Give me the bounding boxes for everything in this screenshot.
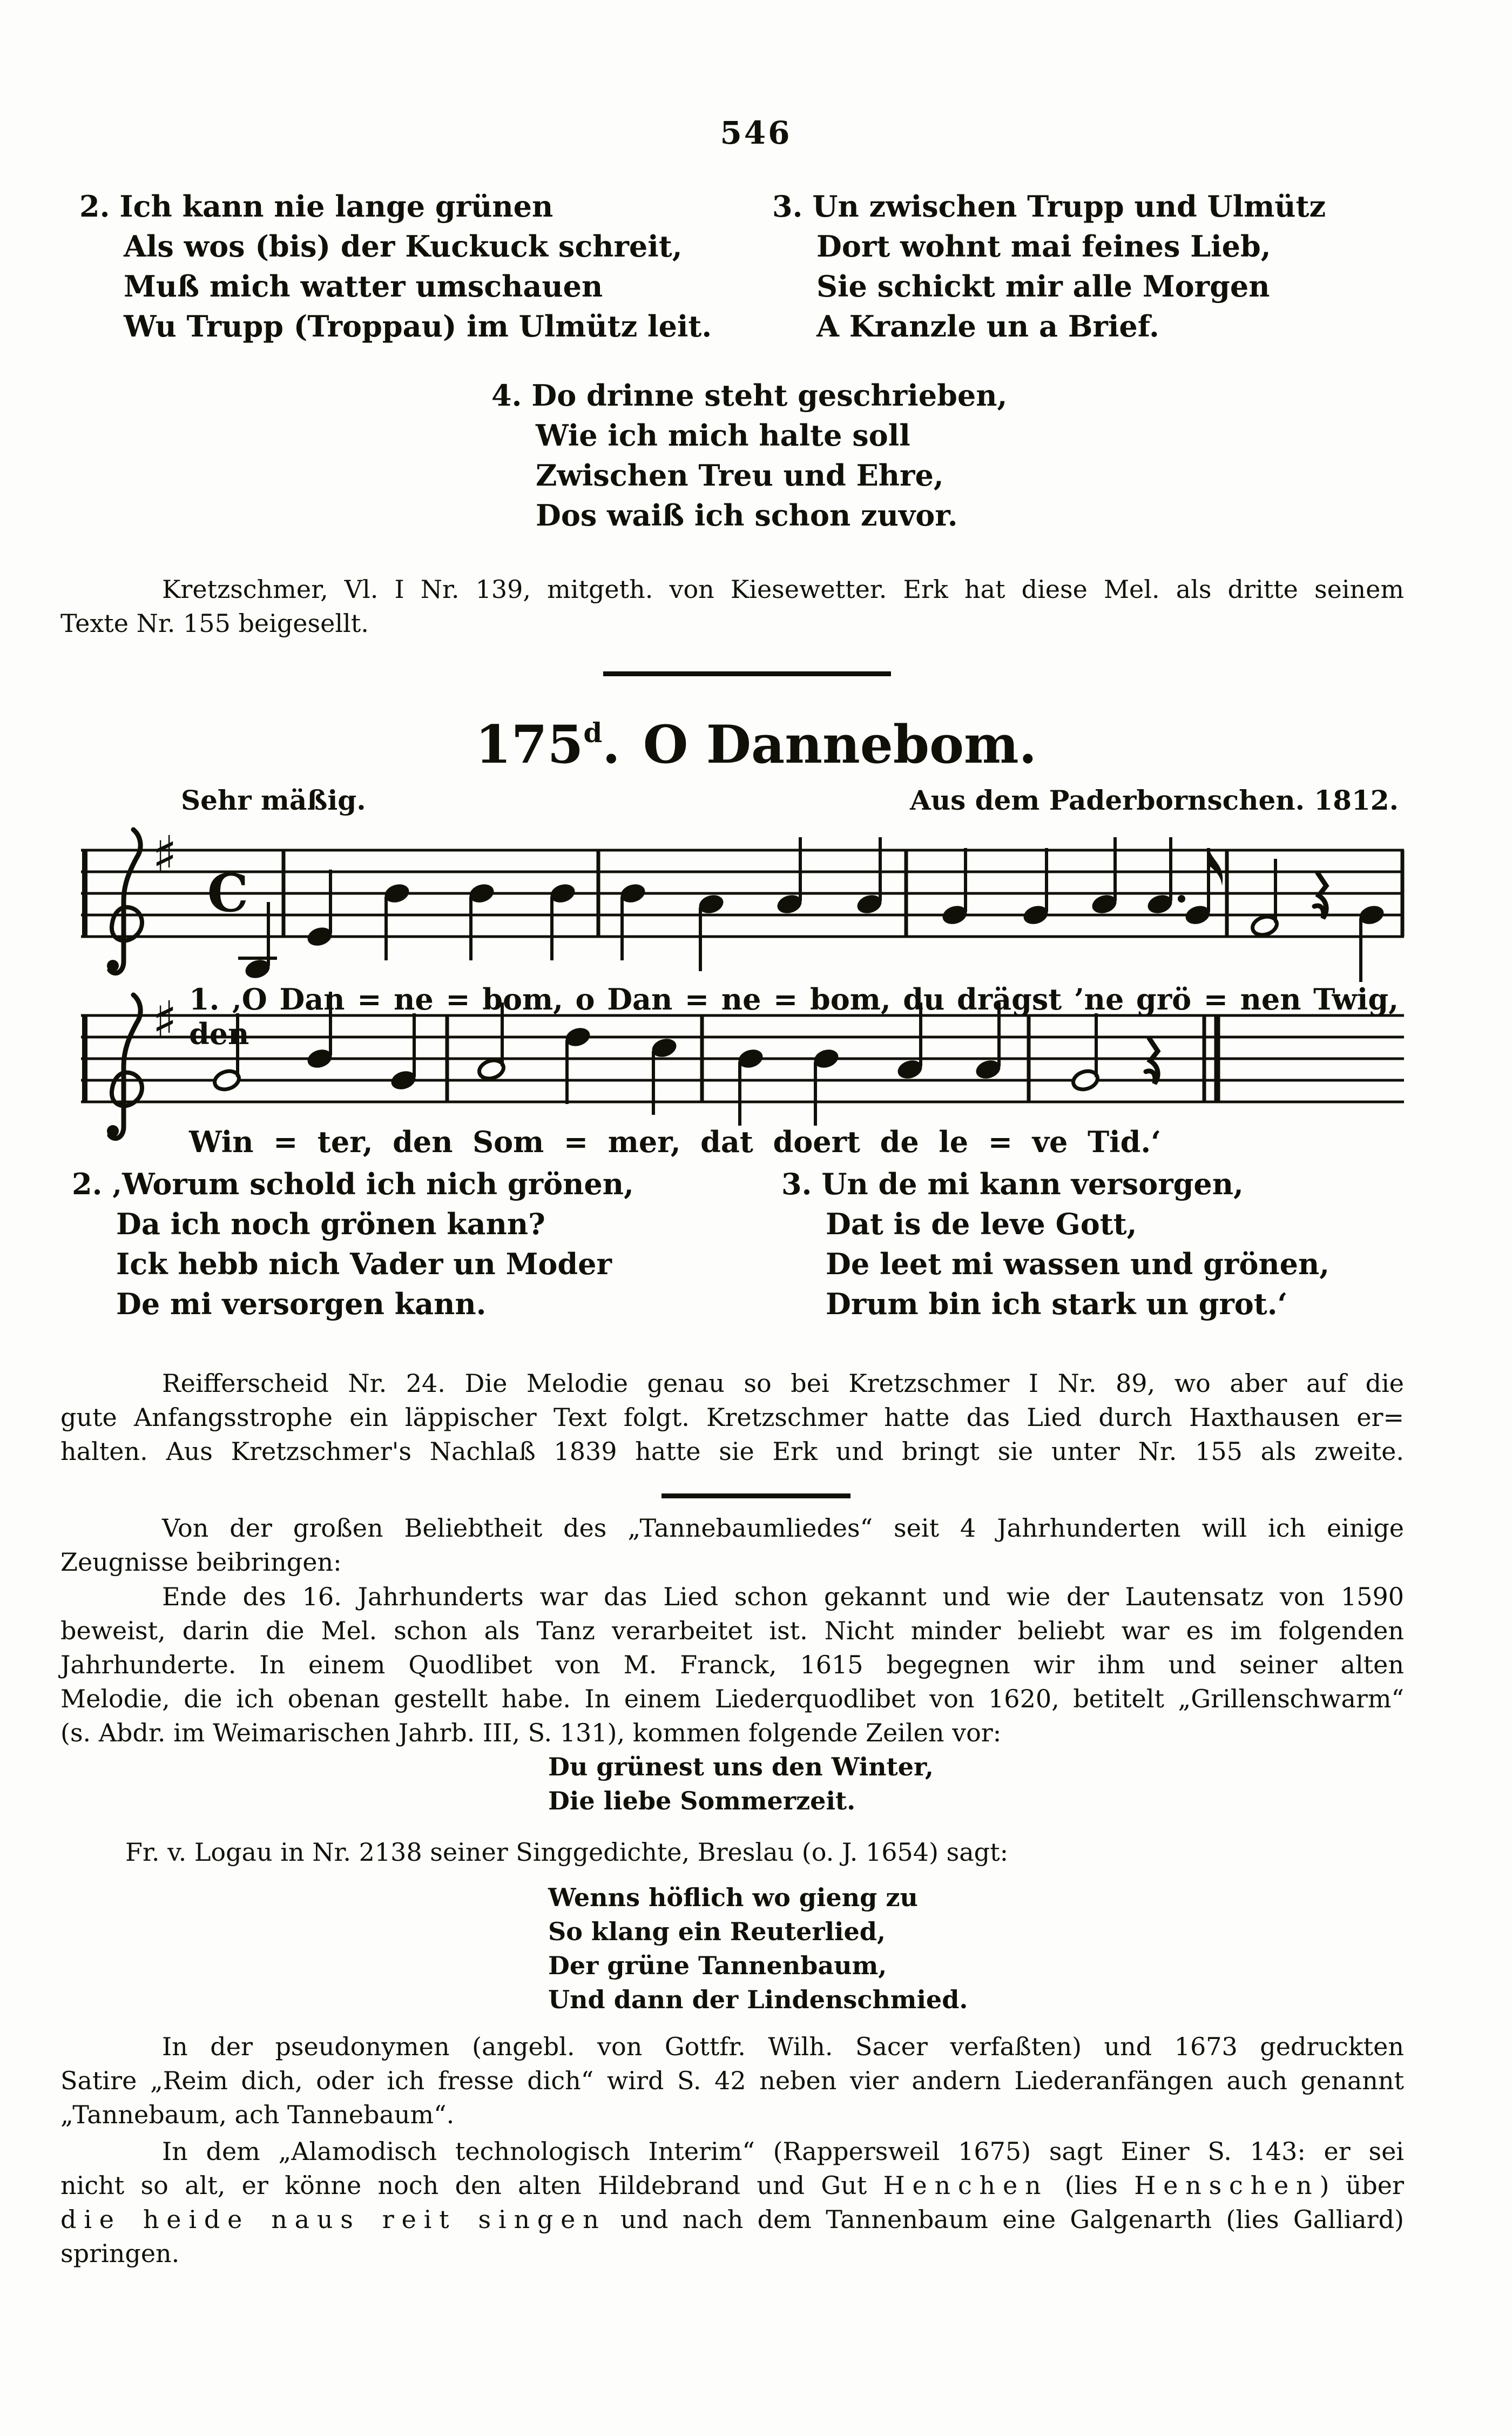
verse-number: 4. — [491, 378, 522, 413]
prev-song-verse-2 — [79, 186, 712, 346]
svg-text:C: C — [207, 863, 249, 924]
song-source: Aus dem Paderbornschen. 1812. — [909, 784, 1399, 816]
quote-line: Wenns höflich wo gieng zu — [548, 1883, 918, 1912]
tempo-marking: Sehr mäßig. — [181, 784, 366, 816]
verse-line: 2. ‚Worum schold ich nich grönen, — [72, 1167, 634, 1201]
verse-number: 2. — [72, 1167, 103, 1201]
verse-line: Wu Trupp (Troppau) im Ulmütz leit. — [124, 309, 712, 344]
prev-song-source-note — [60, 573, 1404, 641]
quote-line: Du grünest uns den Winter, — [548, 1752, 934, 1781]
dannebom-verse-3 — [781, 1164, 1329, 1324]
paragraph-line: „Tannebaum, ach Tannebaum“. — [60, 2100, 455, 2129]
verse-line: Als wos (bis) der Kuckuck schreit, — [124, 229, 683, 264]
verse-line: Da ich noch grönen kann? — [116, 1207, 545, 1241]
verse-line: 3. Un zwischen Trupp und Ulmütz — [772, 189, 1326, 224]
verse-line: Sie schickt mir alle Morgen — [816, 269, 1270, 304]
lyrics-line-1: 1. ‚O Dan = ne = bom, o Dan = ne = bom, du drägst ’ne grö = nen Twig, den — [189, 982, 1399, 1051]
paragraph-line: (s. Abdr. im Weimarischen Jahrb. III, S. 131), kommen folgende Zeilen vor: — [60, 1718, 1002, 1747]
paragraph-line: nicht so alt, er könne noch den alten Hildebrand und Gut Henchen (lies Henschen) über — [60, 2171, 1404, 2200]
verse-line: A Kranzle un a Brief. — [816, 309, 1159, 344]
song-number: 175$^d$. — [475, 714, 620, 775]
svg-text:♯: ♯ — [152, 990, 178, 1051]
paragraph-line: Kretzschmer, Vl. I Nr. 139, mitgeth. von Kiesewetter. Erk hat diese Mel. als dritte seinem — [162, 575, 1404, 604]
paragraph-line: Texte Nr. 155 beigesellt. — [60, 609, 369, 638]
page-number: 546 — [720, 115, 792, 151]
verse-line: 4. Do drinne steht geschrieben, — [491, 378, 1008, 413]
verse-line: Zwischen Treu und Ehre, — [536, 458, 944, 493]
paragraph-ende16 — [60, 1580, 1404, 1750]
verse-line: 2. Ich kann nie lange grünen — [79, 189, 554, 224]
paragraph-line: Von der großen Beliebtheit des „Tannebaumliedes“ seit 4 Jahrhunderten will ich einige — [162, 1513, 1404, 1543]
paragraph-line: beweist, darin die Mel. schon als Tanz verarbeitet ist. Nicht minder beliebt war es im folgenden — [60, 1616, 1404, 1645]
reifferscheid-note — [60, 1367, 1404, 1469]
verse-line: Ick hebb nich Vader un Moder — [116, 1247, 612, 1281]
paragraph-line: In der pseudonymen (angebl. von Gottfr. Wilh. Sacer verfaßten) und 1673 gedruckten — [162, 2032, 1404, 2061]
section-divider-rule — [662, 1493, 850, 1498]
paragraph-line: Ende des 16. Jahrhunderts war das Lied schon gekannt und wie der Lautensatz von 1590 — [162, 1582, 1404, 1611]
paragraph-satire — [60, 2030, 1404, 2132]
section-divider-rule — [603, 671, 891, 676]
verse-line: Dos waiß ich schon zuvor. — [536, 498, 958, 533]
paragraph-line: die heide naus reit singen und nach dem Tannenbaum eine Galgenarth (lies Galliard) — [60, 2205, 1404, 2234]
prev-song-verse-4 — [491, 375, 1007, 535]
verse-number: 3. — [772, 189, 803, 224]
paragraph-line: Reifferscheid Nr. 24. Die Melodie genau so bei Kretzschmer I Nr. 89, wo aber auf die — [162, 1369, 1404, 1398]
quote-gruenest — [548, 1750, 934, 1818]
paragraph-line: Jahrhunderte. In einem Quodlibet von M. Franck, 1615 begegnen wir ihm und seiner alten — [60, 1650, 1404, 1679]
verse-line: Drum bin ich stark un grot.‘ — [826, 1287, 1288, 1321]
quote-line: Und dann der Lindenschmied. — [548, 1985, 968, 2014]
paragraph-line: Fr. v. Logau in Nr. 2138 seiner Singgedichte, Breslau (o. J. 1654) sagt: — [125, 1838, 1009, 1867]
verse-number: 2. — [79, 189, 110, 224]
paragraph-line: Satire „Reim dich, oder ich fresse dich“ wird S. 42 neben vier andern Liederanfängen auch genannt — [60, 2066, 1404, 2095]
svg-text:♯: ♯ — [152, 825, 178, 885]
paragraph-line: gute Anfangsstrophe ein läppischer Text folgt. Kretzschmer hatte das Lied durch Haxthausen er= — [60, 1403, 1404, 1432]
verse-line: Wie ich mich halte soll — [536, 418, 910, 453]
quote-line: So klang ein Reuterlied, — [548, 1917, 886, 1946]
paragraph-logau — [60, 1835, 1404, 1869]
quote-line: Die liebe Sommerzeit. — [548, 1786, 856, 1815]
song-heading — [0, 714, 1512, 775]
paragraph-line: springen. — [60, 2239, 180, 2268]
emphasized-phrase: die heide naus reit singen — [60, 2205, 606, 2234]
paragraph-line: Zeugnisse beibringen: — [60, 1547, 342, 1577]
prev-song-verse-3 — [772, 186, 1326, 346]
quote-line: Der grüne Tannenbaum, — [548, 1951, 887, 1980]
dannebom-verse-2 — [72, 1164, 634, 1324]
emphasized-word: Henschen — [1134, 2171, 1320, 2200]
verse-line: De leet mi wassen und grönen, — [826, 1247, 1330, 1281]
lyrics-line-2: Win = ter, den Som = mer, dat doert de le = ve Tid.‘ — [189, 1125, 1161, 1159]
paragraph-line: Melodie, die ich obenan gestellt habe. In einem Liederquodlibet von 1620, betitelt „Grillenschwarm“ — [60, 1684, 1404, 1713]
verse-line: Muß mich watter umschauen — [124, 269, 603, 304]
paragraph-line: halten. Aus Kretzschmer's Nachlaß 1839 hatte sie Erk und bringt sie unter Nr. 155 als zweite. — [60, 1437, 1404, 1466]
song-title: O Dannebom. — [643, 714, 1037, 775]
paragraph-interim — [60, 2135, 1404, 2271]
paragraph-beliebtheit — [60, 1511, 1404, 1579]
verse-number: 3. — [781, 1167, 812, 1201]
verse-line: Dort wohnt mai feines Lieb, — [816, 229, 1271, 264]
emphasized-word: Henchen — [883, 2171, 1049, 2200]
verse-line: De mi versorgen kann. — [116, 1287, 487, 1321]
paragraph-line: In dem „Alamodisch technologisch Interim“ (Rappersweil 1675) sagt Einer S. 143: er sei — [162, 2137, 1404, 2166]
quote-wenns — [548, 1881, 968, 2017]
verse-line: Dat is de leve Gott, — [826, 1207, 1137, 1241]
verse-line: 3. Un de mi kann versorgen, — [781, 1167, 1244, 1201]
